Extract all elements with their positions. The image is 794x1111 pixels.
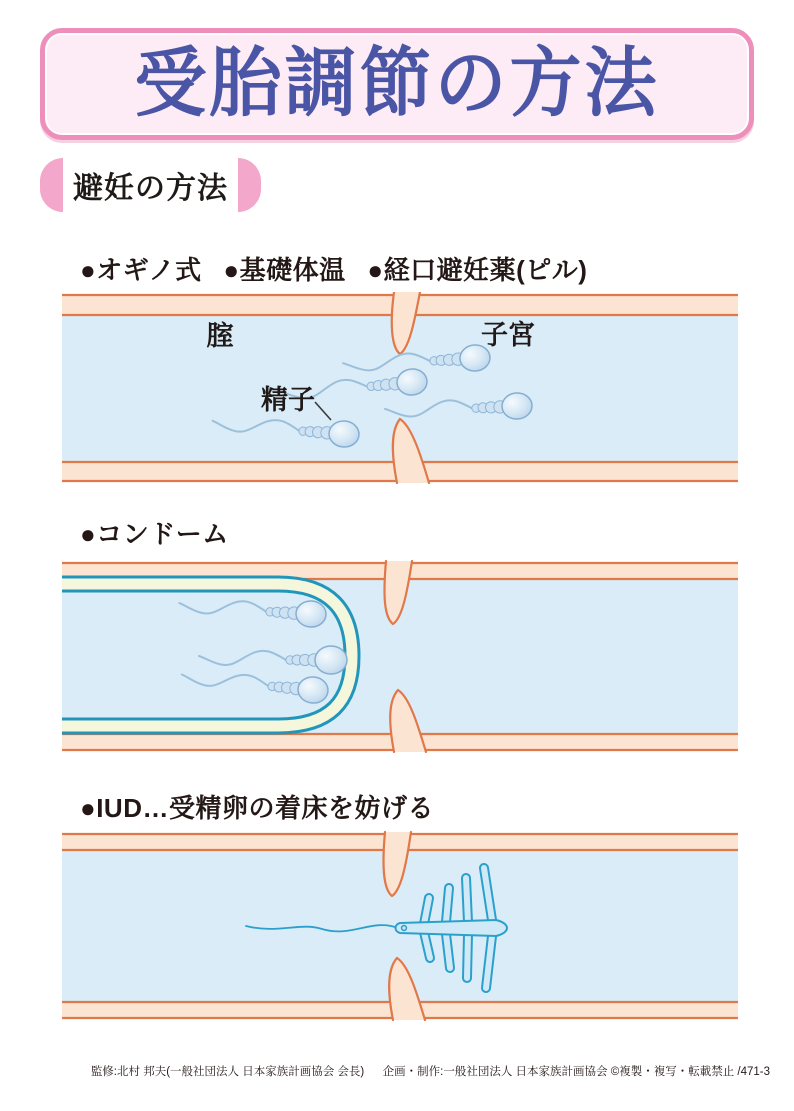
vagina-uterus-diagram <box>0 292 794 484</box>
footer-credits <box>91 1063 770 1079</box>
method-item-pill: ●経口避妊薬(ピル) <box>367 255 588 285</box>
page-title: 受胎調節の方法 <box>134 42 660 126</box>
right-halfcircle-icon <box>238 158 261 212</box>
section-title: 避妊の方法 <box>73 172 228 205</box>
section-header <box>40 158 261 212</box>
iud-shaft <box>396 920 508 936</box>
condom-heading: ●コンドーム <box>80 519 229 549</box>
left-halfcircle-icon <box>40 158 63 212</box>
method-item-basal-temp: ●基礎体温 <box>223 255 346 285</box>
methods-list <box>80 250 601 287</box>
production-credit: 企画・制作:一般社団法人 日本家族計画協会 ©複製・複写・転載禁止 /471-3 <box>382 1066 770 1078</box>
vagina-label: 腟 <box>206 321 234 351</box>
iud-diagram <box>0 829 794 1023</box>
iud-heading: ●IUD…受精卵の着床を妨げる <box>80 793 434 823</box>
title-banner <box>40 28 754 140</box>
supervision-credit: 監修:北村 邦夫(一般社団法人 日本家族計画協会 会長) <box>90 1066 365 1078</box>
condom-diagram <box>0 558 794 754</box>
uterus-label: 子宮 <box>481 320 535 350</box>
sperm-label: 精子 <box>261 385 315 415</box>
method-item-ogino: ●オギノ式 <box>80 255 202 285</box>
